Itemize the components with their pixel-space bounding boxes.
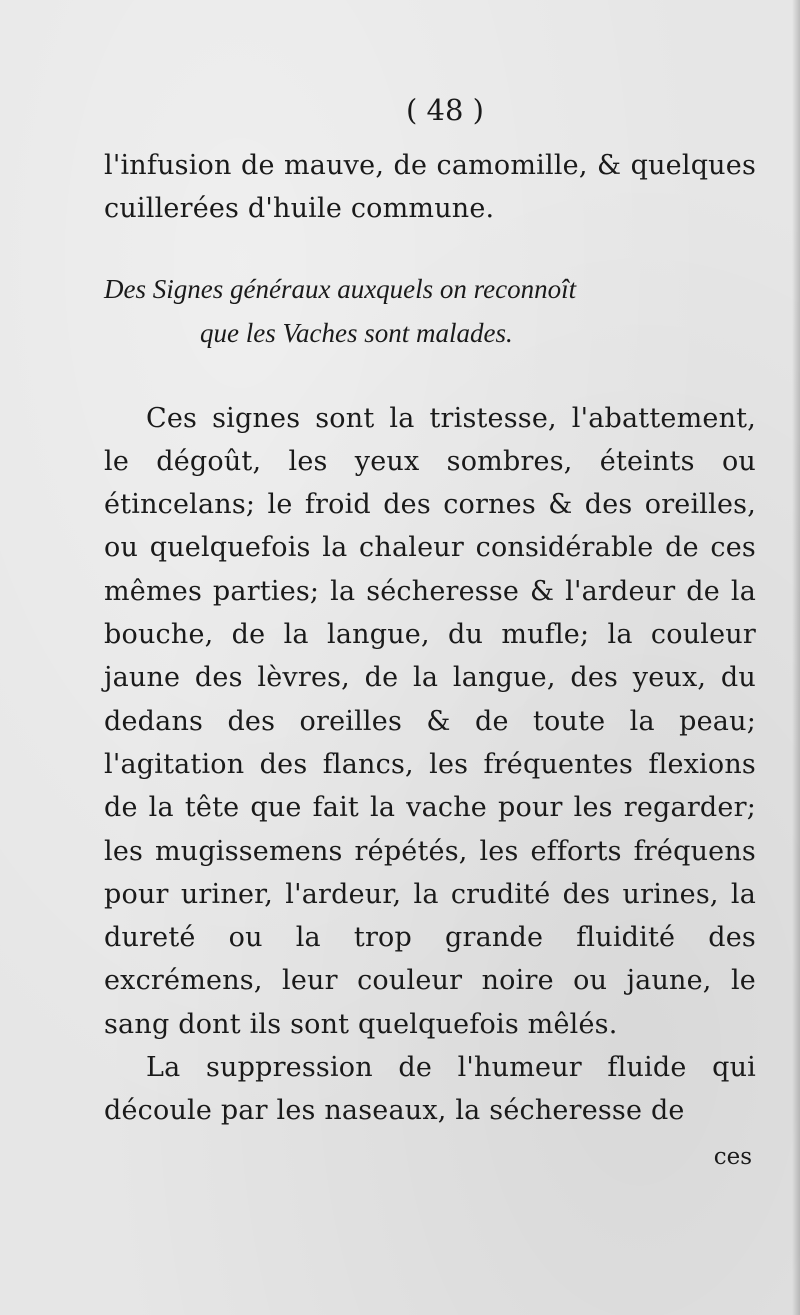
catchword: ces [713,1143,752,1170]
page-number: ( 48 ) [406,93,484,127]
body-paragraph-1: Ces signes sont la tristesse, l'abattement, le dégoût, les yeux sombres, éteints ou étincelans; le froid des cornes & des oreilles, ou quelquefois la chaleur considérable de ces mêmes parties; la sécheresse & l'ardeur de la bouche, de la langue, du mufle; la couleur jaune des lèvres, de la langue, des yeux, du dedans des oreilles & de toute la peau; l'agitation des flancs, les fréquentes flexions de la tête que fait la vache pour les regarder; les mugissemens répétés, les efforts fréquens pour uriner, l'ardeur, la crudité des urines, la dureté ou la trop grande fluidité des excrémens, leur couleur noire ou jaune, le sang dont ils sont quelquefois mêlés. [104,402,756,1040]
section-heading [104,267,756,355]
section-heading-line-1: Des Signes généraux auxquels on reconnoît [104,273,577,304]
page-edge-shadow [792,0,800,1315]
section-heading-line-2: que les Vaches sont malades. [200,317,513,348]
intro-paragraph: l'infusion de mauve, de camomille, & quelques cuillerées d'huile commune. [104,150,756,225]
text-block [104,88,756,1177]
body-paragraph-2: La suppression de l'humeur fluide qui découle par les naseaux, la sécheresse de [104,1052,756,1127]
